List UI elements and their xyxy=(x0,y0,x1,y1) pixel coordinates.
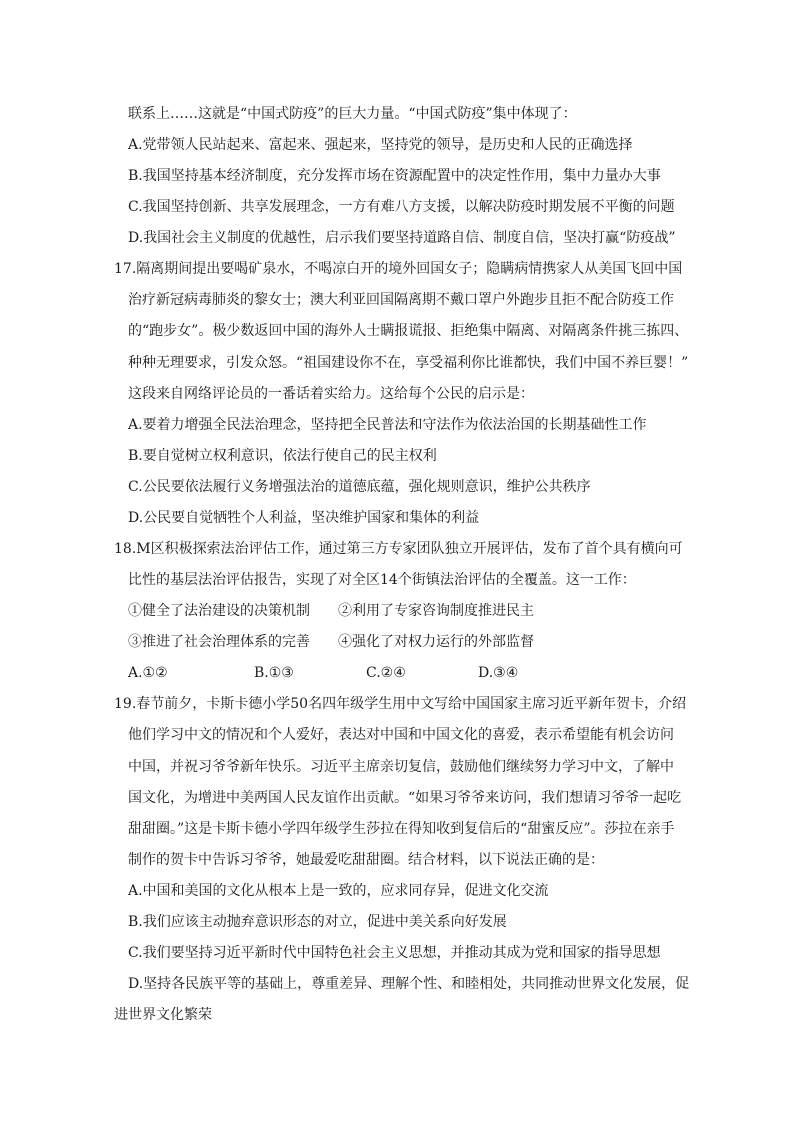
q16-option-c: C.我国坚持创新、共享发展理念，一方有难八方支援，以解决防疫时期发展不平衡的问题 xyxy=(128,199,675,215)
q17-stem-line-5: 这段来自网络评论员的一番话着实给力。这给每个公民的启示是： xyxy=(128,386,534,402)
q18-option-c: C.②④ xyxy=(366,665,406,681)
q18-statement-3: ③推进了社会治理体系的完善 xyxy=(128,634,310,650)
q17-stem-line-3: 的“跑步女”。极少数返回中国的海外人士瞒报谎报、拒绝集中隔离、对隔离条件挑三拣四、 xyxy=(128,323,689,339)
q18-option-d: D.③④ xyxy=(478,665,519,681)
q18-statement-1: ①健全了法治建设的决策机制 xyxy=(128,603,310,619)
q17-stem-line-4: 种种无理要求，引发众怒。“祖国建设你不在，享受福利你比谁都快，我们中国不养巨婴！” xyxy=(128,355,689,371)
q19-option-d: D.坚持各民族平等的基础上，尊重差异、理解个性、和睦相处，共同推动世界文化发展，促 xyxy=(128,976,690,992)
q18-stem-line-2: 比性的基层法治评估报告，实现了对全区14个街镇法治评估的全覆盖。这一工作： xyxy=(128,572,636,588)
q17-stem-line-2: 治疗新冠病毒肺炎的黎女士；澳大利亚回国隔离期不戴口罩户外跑步且拒不配合防疫工作 xyxy=(128,292,674,308)
q18-statement-4: ④强化了对权力运行的外部监督 xyxy=(338,634,534,650)
q17-option-a: A.要着力增强全民法治理念，坚持把全民普法和守法作为依法治国的长期基础性工作 xyxy=(128,417,647,433)
q18-statements-row-2 xyxy=(128,632,688,652)
q16-option-d: D.我国社会主义制度的优越性，启示我们要坚持道路自信、制度自信，坚决打赢“防疫战” xyxy=(128,230,676,246)
q17-option-d: D.公民要自觉牺牲个人利益，坚决维护国家和集体的利益 xyxy=(128,510,480,526)
q18-option-a: A.①② xyxy=(128,665,168,681)
q19-stem-line-3: 中国，并祝习爷爷新年快乐。习近平主席亲切复信，鼓励他们继续努力学习中文，了解中 xyxy=(128,759,674,775)
q19-option-c: C.我们要坚持习近平新时代中国特色社会主义思想，并推动其成为党和国家的指导思想 xyxy=(128,945,661,961)
q19-option-b: B.我们应该主动抛弃意识形态的对立，促进中美关系向好发展 xyxy=(128,914,507,930)
q19-option-d-tail: 进世界文化繁荣 xyxy=(114,1007,212,1023)
q16-stem-tail: 联系上……这就是“中国式防疫”的巨大力量。“中国式防疫”集中体现了： xyxy=(128,106,577,122)
q19-option-a: A.中国和美国的文化从根本上是一致的，应求同存异，促进文化交流 xyxy=(128,883,549,899)
q17-option-c: C.公民要依法履行义务增强法治的道德底蕴，强化规则意识，维护公共秩序 xyxy=(128,479,591,495)
q19-stem-line-5: 甜甜圈。”这是卡斯卡德小学四年级学生莎拉在得知收到复信后的“甜蜜反应”。莎拉在亲手 xyxy=(128,821,675,837)
q19-stem-line-1: 19.春节前夕，卡斯卡德小学50名四年级学生用中文写给中国国家主席习近平新年贺卡，介绍 xyxy=(114,696,687,712)
q18-options-row xyxy=(128,663,688,683)
q19-stem-line-2: 他们学习中文的情况和个人爱好，表达对中国和中国文化的喜爱，表示希望能有机会访问 xyxy=(128,727,674,743)
q19-stem-line-4: 国文化，为增进中美两国人民友谊作出贡献。“如果习爷爷来访问，我们想请习爷爷一起吃 xyxy=(128,790,682,806)
q16-option-a: A.党带领人民站起来、富起来、强起来，坚持党的领导，是历史和人民的正确选择 xyxy=(128,137,633,153)
q19-stem-line-6: 制作的贺卡中告诉习爷爷，她最爱吃甜甜圈。结合材料，以下说法正确的是： xyxy=(128,852,604,868)
q18-stem-line-1: 18.M区积极探索法治评估工作，通过第三方专家团队独立开展评估，发布了首个具有横向可 xyxy=(114,541,683,557)
q17-option-b: B.要自觉树立权利意识，依法行使自己的民主权利 xyxy=(128,448,437,464)
q18-statement-2: ②利用了专家咨询制度推进民主 xyxy=(338,603,534,619)
q18-option-b: B.①③ xyxy=(254,665,294,681)
q17-stem-line-1: 17.隔离期间提出要喝矿泉水，不喝凉白开的境外回国女子；隐瞒病情携家人从美国飞回中国 xyxy=(114,261,683,277)
q16-option-b: B.我国坚持基本经济制度，充分发挥市场在资源配置中的决定性作用，集中力量办大事 xyxy=(128,168,661,184)
q18-statements-row-1 xyxy=(128,601,688,621)
